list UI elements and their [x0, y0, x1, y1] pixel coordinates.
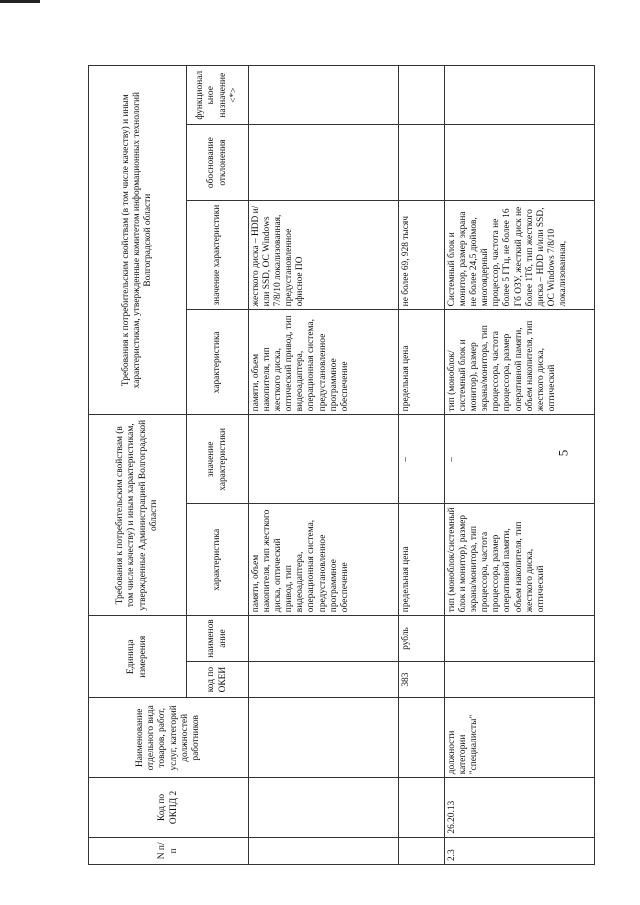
table-row: [249, 66, 399, 865]
table-row: [445, 66, 595, 865]
row-unit-name: [445, 616, 595, 662]
row-committee-characteristic: памяти, объем накопителя, тип жесткого диска, оптический привод, тип видеоадаптера, операционная система, предустановленное программное обеспечение: [249, 310, 399, 415]
header-okpd: Код по ОКПД 2: [89, 778, 249, 837]
row-okei-code: 383: [399, 661, 445, 698]
row-functional: [399, 66, 445, 125]
row-committee-value: Системный блок и монитор, размер экрана не более 24,5 дюймов, многоядерный процессор, частота не более 5 ГГц, не более 16 Гб ОЗУ, жесткий диск не более 1Тб, тип жесткого диска – HDD и/или SSD, ОС Windows 7/8/10 локализованная,: [445, 200, 595, 310]
header-name: Наименование отдельного вида товаров, работ, услуг, категорий должностей работников: [89, 698, 249, 778]
table-row: [399, 66, 445, 865]
scan-artifact-line: [0, 0, 40, 3]
header-committee-characteristic: характеристика: [187, 310, 249, 415]
row-okpd: [399, 778, 445, 837]
header-committee-group: Требования к потребительским свойствам (в том числе качеству) и иным характеристикам, утвержденные комитетом информационных технологий Волгоградской области: [89, 66, 187, 415]
row-committee-characteristic: тип (моноблок/системный блок и монитор), размер экрана/монитора, тип процессора, частота процессора, размер оперативной памяти, объем накопителя, тип жесткого диска, оптический: [445, 310, 595, 415]
row-admin-characteristic: тип (моноблок/системный блок и монитор), размер экрана/монитора, тип процессора, частота процессора, размер оперативной памяти, объем накопителя, тип жесткого диска, оптический: [445, 504, 595, 616]
row-okei-code: [445, 661, 595, 698]
row-functional: [445, 66, 595, 125]
row-num: 2.3: [445, 837, 595, 864]
row-committee-characteristic: предельная цена: [399, 310, 445, 415]
header-admin-value: значение характеристики: [187, 415, 249, 504]
header-functional: функциональное назначение <*>: [187, 66, 249, 125]
row-admin-characteristic: памяти, объем накопителя, тип жесткого диска, оптический привод, тип видеоадаптера, операционная система, предустановленное программное обеспечение: [249, 504, 399, 616]
header-okei-code: код по ОКЕИ: [187, 661, 249, 698]
header-justification: обоснование отклонения: [187, 125, 249, 200]
row-okpd: [249, 778, 399, 837]
header-num: N п/п: [89, 837, 249, 864]
header-admin-characteristic: характеристика: [187, 504, 249, 616]
row-functional: [249, 66, 399, 125]
row-justification: [445, 125, 595, 200]
header-unit-group: Единица измерения: [89, 616, 187, 698]
row-name: должности категории "специалисты": [445, 698, 595, 778]
row-unit-name: рубль: [399, 616, 445, 662]
row-committee-value: жесткого диска – HDD и/или SSD, ОС Windows 7/8/10 локализованная, предустановленное офисное ПО: [249, 200, 399, 310]
row-justification: [399, 125, 445, 200]
header-unit-name: наименование: [187, 616, 249, 662]
row-committee-value: не более 69, 928 тысяч: [399, 200, 445, 310]
row-unit-name: [249, 616, 399, 662]
row-admin-value: –: [445, 415, 595, 504]
row-admin-value: [249, 415, 399, 504]
row-name: [399, 698, 445, 778]
header-committee-value: значение характеристики: [187, 200, 249, 310]
row-name: [249, 698, 399, 778]
row-okpd: 26.20.13: [445, 778, 595, 837]
header-admin-group: Требования к потребительским свойствам (в том числе качеству) и иным характеристикам, утвержденные Администрацией Волгоградской области: [89, 415, 187, 616]
row-admin-characteristic: предельная цена: [399, 504, 445, 616]
row-admin-value: –: [399, 415, 445, 504]
row-num: [249, 837, 399, 864]
row-okei-code: [249, 661, 399, 698]
page-number: 5: [555, 449, 571, 457]
row-justification: [249, 125, 399, 200]
rotated-table-wrapper: [88, 65, 568, 865]
requirements-table: [88, 65, 595, 865]
row-num: [399, 837, 445, 864]
